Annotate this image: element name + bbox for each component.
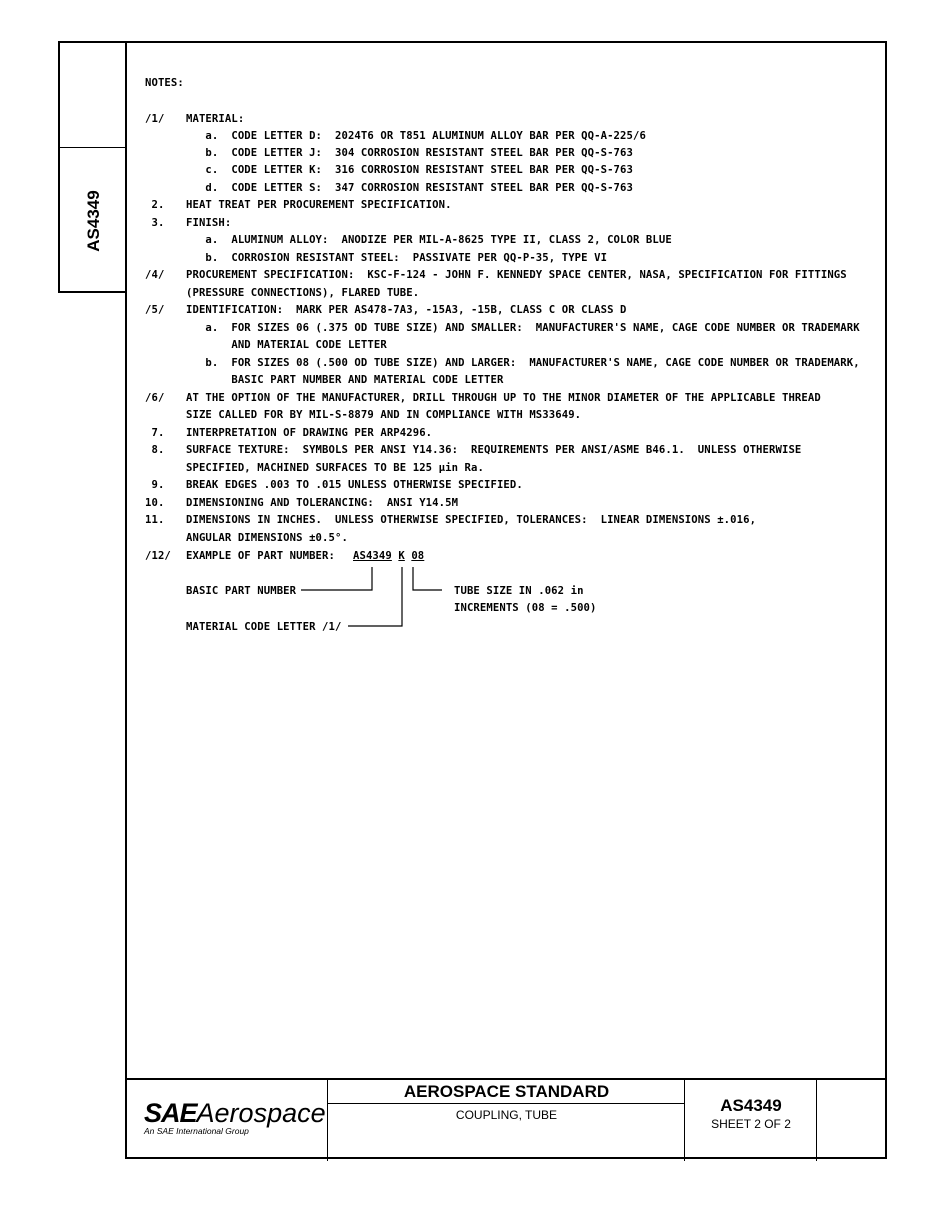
note-text: BASIC PART NUMBER AND MATERIAL CODE LETTER: [186, 374, 504, 386]
note-text: c. CODE LETTER K: 316 CORROSION RESISTANT STEEL BAR PER QQ-S-763: [186, 164, 633, 176]
note-text: d. CODE LETTER S: 347 CORROSION RESISTANT STEEL BAR PER QQ-S-763: [186, 182, 633, 194]
leader-lines: [145, 76, 146, 77]
example-label: EXAMPLE OF PART NUMBER:: [186, 550, 335, 562]
sheet-number: SHEET 2 OF 2: [711, 1117, 791, 1131]
note-text: MATERIAL:: [186, 113, 245, 125]
note-text: a. ALUMINUM ALLOY: ANODIZE PER MIL-A-8625 TYPE II, CLASS 2, COLOR BLUE: [186, 234, 672, 246]
note-text: SURFACE TEXTURE: SYMBOLS PER ANSI Y14.36: REQUIREMENTS PER ANSI/ASME B46.1. UNLESS OTHERWISE: [186, 444, 802, 456]
note-text: DIMENSIONS IN INCHES. UNLESS OTHERWISE SPECIFIED, TOLERANCES: LINEAR DIMENSIONS ±.016,: [186, 514, 757, 526]
side-tab-divider: [60, 147, 127, 148]
example-part: AS4349: [353, 550, 392, 562]
note-text: SIZE CALLED FOR BY MIL-S-8879 AND IN COMPLIANCE WITH MS33649.: [186, 409, 582, 421]
note-number: 11.: [145, 514, 165, 526]
tube-size-label: TUBE SIZE IN .062 in: [454, 585, 584, 597]
example-code: K: [398, 550, 405, 562]
note-number: /4/: [145, 269, 165, 281]
title-underline: [328, 1103, 685, 1104]
note-text: DIMENSIONING AND TOLERANCING: ANSI Y14.5M: [186, 497, 459, 509]
standard-title: AEROSPACE STANDARD: [403, 1082, 610, 1101]
note-text: SPECIFIED, MACHINED SURFACES TO BE 125 μin Ra.: [186, 462, 484, 474]
standard-description: COUPLING, TUBE: [455, 1108, 558, 1122]
note-number: /6/: [145, 392, 165, 404]
note-text: FINISH:: [186, 217, 232, 229]
material-code-label: MATERIAL CODE LETTER /1/: [186, 621, 342, 633]
note-number: /5/: [145, 304, 165, 316]
note-text: PROCUREMENT SPECIFICATION: KSC-F-124 - JOHN F. KENNEDY SPACE CENTER, NASA, SPECIFICATION FOR FITTINGS: [186, 269, 847, 281]
notes-heading: NOTES:: [145, 77, 184, 89]
document-number: AS4349: [720, 1096, 782, 1115]
note-text: INTERPRETATION OF DRAWING PER ARP4296.: [186, 427, 433, 439]
note-number: /1/: [145, 113, 165, 125]
note-text: AND MATERIAL CODE LETTER: [186, 339, 387, 351]
note-number: 8.: [145, 444, 165, 456]
note-number: 7.: [145, 427, 165, 439]
note-text: AT THE OPTION OF THE MANUFACTURER, DRILL THROUGH UP TO THE MINOR DIAMETER OF THE APPLICABLE THREAD: [186, 392, 821, 404]
note-number: 10.: [145, 497, 165, 509]
note-text: a. FOR SIZES 06 (.375 OD TUBE SIZE) AND SMALLER: MANUFACTURER'S NAME, CAGE CODE NUMBER OR TRADEMARK: [186, 322, 860, 334]
example-part-number: [353, 549, 424, 563]
note-text: b. CORROSION RESISTANT STEEL: PASSIVATE PER QQ-P-35, TYPE VI: [186, 252, 608, 264]
note-text: b. FOR SIZES 08 (.500 OD TUBE SIZE) AND LARGER: MANUFACTURER'S NAME, CAGE CODE NUMBER OR TRADEMARK,: [186, 357, 860, 369]
sae-aerospace-logo: [144, 1098, 326, 1136]
basic-part-label: BASIC PART NUMBER: [186, 585, 297, 597]
example-num: /12/: [145, 550, 171, 562]
logo-aerospace: Aerospace: [196, 1098, 326, 1128]
example-size: 08: [411, 550, 425, 562]
note-text: BREAK EDGES .003 TO .015 UNLESS OTHERWISE SPECIFIED.: [186, 479, 523, 491]
note-number: 2.: [145, 199, 165, 211]
note-text: IDENTIFICATION: MARK PER AS478-7A3, -15A3, -15B, CLASS C OR CLASS D: [186, 304, 627, 316]
increments-label: INCREMENTS (08 = .500): [454, 602, 597, 614]
logo-sae: SAE: [144, 1098, 197, 1128]
logo-subtitle: An SAE International Group: [144, 1126, 249, 1136]
note-text: a. CODE LETTER D: 2024T6 OR T851 ALUMINUM ALLOY BAR PER QQ-A-225/6: [186, 130, 646, 142]
side-tab: [58, 41, 127, 293]
note-text: b. CODE LETTER J: 304 CORROSION RESISTANT STEEL BAR PER QQ-S-763: [186, 147, 633, 159]
note-number: 9.: [145, 479, 165, 491]
side-tab-label: AS4349: [84, 190, 103, 252]
note-text: HEAT TREAT PER PROCUREMENT SPECIFICATION.: [186, 199, 452, 211]
note-text: ANGULAR DIMENSIONS ±0.5°.: [186, 532, 348, 544]
note-number: 3.: [145, 217, 165, 229]
note-text: (PRESSURE CONNECTIONS), FLARED TUBE.: [186, 287, 420, 299]
